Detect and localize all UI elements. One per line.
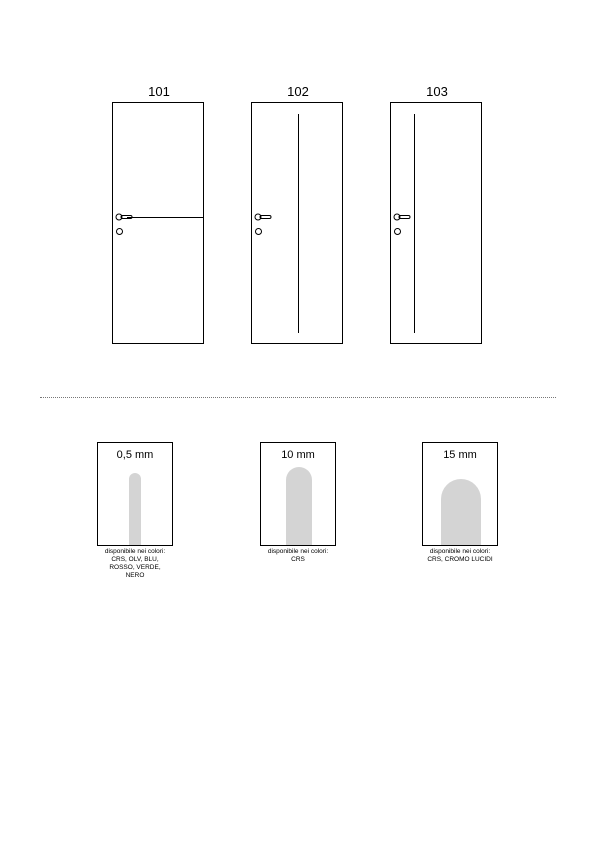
color-line: CRS, CROMO LUCIDI — [427, 556, 493, 563]
availability-label: disponibile nei colori: — [267, 548, 329, 555]
door-number: 103 — [426, 84, 448, 99]
profile-10mm — [260, 442, 336, 564]
color-availability — [260, 548, 336, 564]
profile-0-5mm — [97, 442, 173, 580]
vertical-groove — [298, 114, 299, 333]
color-line: ROSSO, VERDE, — [109, 564, 161, 571]
availability-label: disponibile nei colori: — [429, 548, 491, 555]
profile-box — [260, 442, 336, 546]
profile-box — [97, 442, 173, 546]
color-availability — [422, 548, 498, 564]
door-panel — [251, 102, 343, 344]
color-availability — [97, 548, 173, 580]
door-panel — [112, 102, 204, 344]
door-panel — [390, 102, 482, 344]
color-line: NERO — [125, 572, 145, 579]
door-handle-icon — [254, 213, 272, 221]
profile-size: 10 mm — [281, 449, 315, 461]
profile-box — [422, 442, 498, 546]
door-number: 101 — [148, 84, 170, 99]
profile-section-shape — [129, 473, 141, 545]
keyhole-icon — [394, 228, 401, 235]
door-handle-icon — [115, 213, 133, 221]
profile-size: 0,5 mm — [116, 449, 154, 461]
door-number: 102 — [287, 84, 309, 99]
dotted-separator — [40, 397, 556, 398]
keyhole-icon — [255, 228, 262, 235]
profile-section-shape — [441, 479, 481, 545]
horizontal-groove — [127, 217, 204, 218]
color-line: CRS, OLV, BLU, — [111, 556, 159, 563]
keyhole-icon — [116, 228, 123, 235]
profile-section-shape — [286, 467, 312, 545]
color-line: CRS — [291, 556, 305, 563]
profile-size: 15 mm — [443, 449, 477, 461]
door-handle-icon — [393, 213, 411, 221]
availability-label: disponibile nei colori: — [104, 548, 166, 555]
vertical-groove — [414, 114, 415, 333]
profile-15mm — [422, 442, 498, 564]
